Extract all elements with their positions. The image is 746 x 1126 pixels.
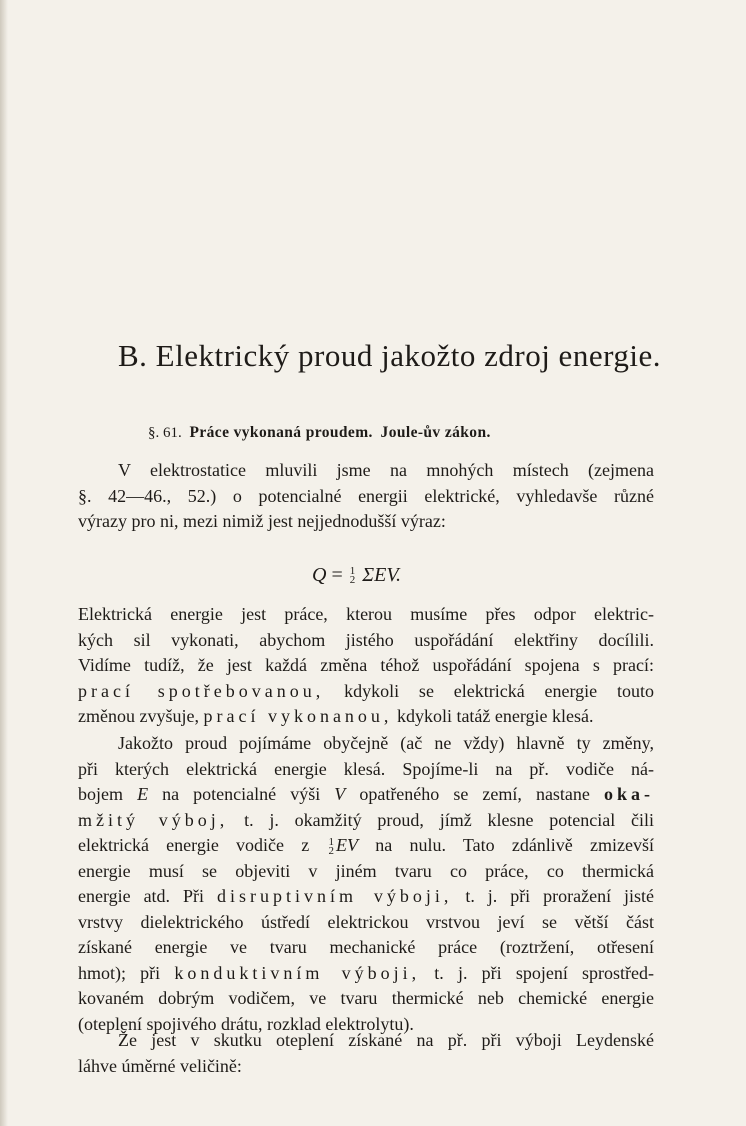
text-line: (oteplení spojivého drátu, rozklad elektrolytu).	[78, 1013, 414, 1034]
text-run: kdykoli se elektrická energie touto	[324, 680, 654, 701]
spaced-term: prací vykonanou,	[203, 706, 393, 726]
text-run: hmot); při	[78, 962, 175, 983]
text-line	[78, 782, 654, 808]
text-run: energie atd. Při	[78, 886, 217, 906]
symbol-e: E	[137, 784, 149, 804]
spaced-term: prací spotřebovanou,	[78, 680, 325, 701]
formula-lhs: Q	[312, 564, 327, 586]
fraction-denominator: 2	[328, 844, 334, 857]
spaced-term: mžitý výboj,	[78, 809, 229, 830]
subsection-name: Práce vykonaná proudem.	[189, 424, 373, 441]
text-line	[78, 961, 654, 987]
paragraph-3	[78, 731, 654, 1037]
spaced-term: oka-	[603, 784, 654, 804]
text-line: láhve úměrné veličině:	[78, 1055, 242, 1076]
page-edge	[0, 0, 8, 1126]
paragraph-2	[78, 602, 654, 730]
text-line: Že jest v skutku oteplení získané na př. při výboji Leydenské	[118, 1030, 654, 1050]
subsection-heading	[148, 424, 608, 442]
text-line: Vidíme tudíž, že jest každá změna téhož uspořádání spojena s prací:	[78, 655, 654, 675]
text-line: získané energie ve tvaru mechanické práce (roztržení, otřesení	[78, 937, 654, 957]
fraction-numerator: 1	[328, 835, 334, 848]
paragraph-1	[78, 458, 654, 535]
formula-rhs: ΣEV.	[362, 564, 401, 586]
text-line: kovaném dobrým vodičem, ve tvaru thermické neb chemické energie	[78, 988, 654, 1008]
text-run: změnou zvyšuje,	[78, 706, 204, 726]
text-line	[78, 833, 654, 859]
text-run: na potencialné výši	[148, 784, 335, 804]
formula	[312, 564, 401, 587]
text-line: při kterých elektrická energie klesá. Spojíme-li na př. vodiče ná-	[78, 758, 654, 779]
text-run: t. j. při proražení jisté	[452, 886, 655, 906]
text-run: kdykoli tatáž energie klesá.	[392, 706, 594, 726]
inline-fraction	[328, 835, 335, 857]
text-line: §. 42—46., 52.) o potencialné energii elektrické, vyhledavše různé	[78, 485, 654, 506]
subsection-number: §. 61.	[148, 425, 182, 441]
formula-equals: =	[331, 564, 343, 586]
text-run: opatřeného se zemí, nastane	[345, 784, 604, 804]
formula-denominator: 2	[349, 574, 356, 587]
text-run: bojem	[78, 784, 138, 804]
text-line: Elektrická energie jest práce, kterou musíme přes odpor elektric-	[78, 604, 654, 624]
formula-numerator: 1	[349, 565, 356, 578]
text-line: Jakožto proud pojímáme obyčejně (ač ne vždy) hlavně ty změny,	[118, 733, 654, 753]
text-line: výrazy pro ni, mezi nimiž jest nejjednodušší výraz:	[78, 511, 446, 531]
text-run: t. j. okamžitý proud, jímž klesne potencial čili	[228, 809, 654, 830]
spaced-term: konduktivním výboji,	[174, 962, 421, 983]
text-run: elektrická energie vodiče z	[78, 835, 327, 855]
text-run: t. j. při spojení sprostřed-	[420, 962, 654, 983]
formula-fraction	[350, 567, 356, 585]
paragraph-4	[78, 1028, 654, 1079]
symbol-v: V	[334, 784, 346, 804]
symbol-ev: EV	[336, 835, 358, 855]
text-run: na nulu. Tato zdánlivě zmizevší	[358, 835, 655, 855]
text-line: V elektrostatice mluvili jsme na mnohých místech (zejmena	[118, 460, 654, 480]
subsection-law: Joule-ův zákon.	[380, 424, 491, 441]
section-title: B. Elektrický proud jakožto zdroj energie.	[118, 338, 661, 373]
text-line: vrstvy dielektrického ústředí elektrickou vrstvou jeví se větší část	[78, 911, 654, 932]
spaced-term: disruptivním výboji,	[216, 886, 453, 906]
text-line	[78, 704, 654, 730]
text-line	[78, 679, 654, 705]
text-line: kých sil vykonati, abychom jistého uspořádání elektřiny docílili.	[78, 629, 654, 650]
text-line: energie musí se objeviti v jiném tvaru co práce, co thermická	[78, 860, 654, 881]
text-line	[78, 808, 654, 834]
text-line	[78, 884, 654, 910]
